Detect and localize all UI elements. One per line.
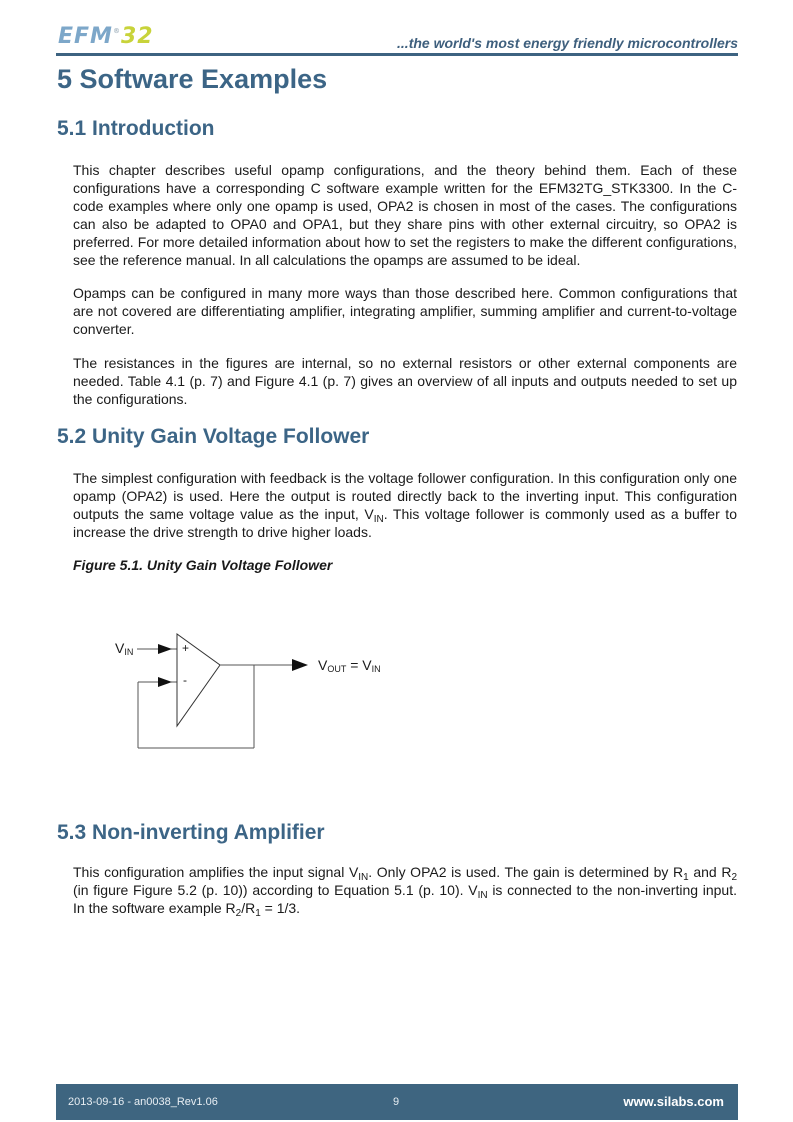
- unity-gain-paragraph: [73, 469, 737, 541]
- text-run: V: [115, 640, 125, 656]
- vin-label: [115, 640, 133, 656]
- intro-paragraph-1: This chapter describes useful opamp configurations, and the theory behind them. Each of these configurations have a corresponding C software example written for the EFM32TG_STK3300. In the C-code examples where only one opamp is used, OPA2 is chosen in most of the cases. The configurations can also be adapted to OPA0 and OPA1, but they share pins with other external circuitry, so OPA2 is preferred. For more detailed information about how to set the registers to make the different configurations, see the reference manual. In all calculations the opamps are assumed to be ideal.: [73, 162, 737, 268]
- footer-website-link[interactable]: www.silabs.com: [623, 1094, 724, 1109]
- non-inverting-paragraph: [73, 863, 737, 917]
- chapter-title: 5 Software Examples: [57, 64, 328, 94]
- subscript: 2: [731, 872, 737, 883]
- logo-letters: EFM: [58, 24, 113, 49]
- text-run: The simplest configuration with feedback is the voltage follower configuration. In this configuration only one opamp (OPA2) is used. Here the output is routed directly back to the inverting input. This configuration outputs the same voltage value as the input, V: [73, 470, 737, 522]
- feedback-arrow-icon: [158, 677, 172, 687]
- figure-caption: Figure 5.1. Unity Gain Voltage Follower: [73, 557, 333, 573]
- opamp-schematic: [100, 620, 420, 770]
- footer-doc-info: 2013-09-16 - an0038_Rev1.06: [68, 1096, 218, 1108]
- minus-terminal-label: -: [183, 673, 187, 687]
- subscript: IN: [371, 664, 381, 674]
- input-arrow-icon: [158, 644, 172, 654]
- text-run: . This voltage follower is commonly used as a buffer to increase the drive strength to drive higher loads.: [73, 506, 737, 540]
- text-run: . Only OPA2 is used. The gain is determined by R: [368, 864, 684, 880]
- plus-terminal-label: +: [182, 641, 190, 655]
- text-run: = V: [346, 657, 372, 673]
- page-header: [56, 24, 738, 56]
- subscript: 1: [683, 872, 689, 883]
- intro-paragraph-3: The resistances in the figures are internal, so no external resistors or other external components are needed. Table 4.1 (p. 7) and Figure 4.1 (p. 7) gives an overview of all inputs and outputs needed to set up the configurations.: [73, 355, 737, 407]
- page-number: 9: [393, 1096, 400, 1108]
- subscript: IN: [124, 647, 134, 657]
- subscript: 1: [255, 908, 261, 919]
- text-run: V: [318, 657, 328, 673]
- section-heading-non-inverting: 5.3 Non-inverting Amplifier: [57, 821, 325, 844]
- text-run: = 1/3.: [260, 900, 301, 916]
- subscript: OUT: [327, 664, 347, 674]
- page-footer: [56, 1084, 738, 1120]
- header-tagline: ...the world's most energy friendly microcontrollers: [397, 35, 738, 51]
- subscript: 2: [235, 908, 242, 919]
- text-run: /R: [241, 900, 256, 916]
- logo-registered-mark: ®: [112, 27, 121, 35]
- text-run: (in figure Figure 5.2 (p. 10)) according to Equation 5.1 (p. 10). V: [73, 882, 478, 898]
- text-run: is connected to the non-inverting input. In the software example R: [73, 882, 737, 916]
- subscript: IN: [373, 514, 384, 525]
- voltage-follower-diagram: [100, 620, 420, 770]
- subscript: IN: [358, 872, 369, 883]
- text-run: This configuration amplifies the input signal V: [73, 864, 359, 880]
- section-heading-unity-gain: 5.2 Unity Gain Voltage Follower: [57, 425, 370, 448]
- output-arrow-icon: [292, 659, 308, 671]
- text-run: and R: [688, 864, 732, 880]
- intro-paragraph-2: Opamps can be configured in many more ways than those described here. Common configurations that are not covered are differentiating amplifier, integrating amplifier, summing amplifier and current-to-voltage converter.: [73, 285, 737, 337]
- subscript: IN: [477, 890, 488, 901]
- section-heading-introduction: 5.1 Introduction: [57, 117, 215, 140]
- header-divider: [56, 53, 738, 56]
- logo-number: 32: [120, 24, 154, 49]
- efm32-logo: [58, 24, 154, 49]
- vout-label: [318, 657, 381, 673]
